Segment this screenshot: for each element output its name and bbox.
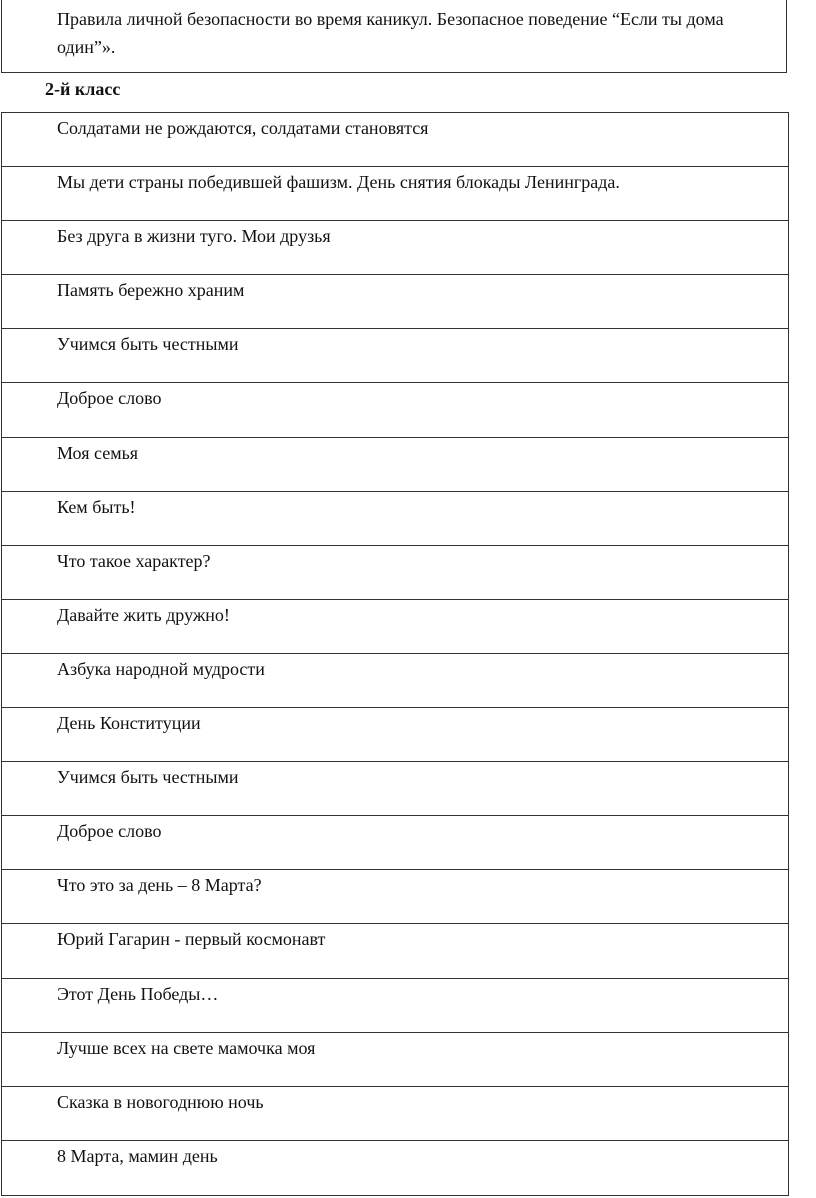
topic-label: Доброе слово bbox=[57, 821, 162, 842]
table-row bbox=[2, 1033, 788, 1087]
header-table-cell bbox=[1, 0, 787, 73]
topic-label: Азбука народной мудрости bbox=[57, 658, 265, 679]
topic-label: Солдатами не рождаются, солдатами становятся bbox=[57, 118, 429, 138]
table-row bbox=[2, 1087, 788, 1141]
topic-label: Кем быть! bbox=[57, 496, 136, 517]
table-row bbox=[2, 167, 788, 221]
table-row bbox=[2, 383, 788, 437]
topic-label: Мы дети страны победившей фашизм. День снятия блокады Ленинграда. bbox=[57, 172, 620, 193]
topic-label: Учимся быть честными bbox=[57, 334, 239, 355]
table-row bbox=[2, 924, 788, 978]
topic-label: Давайте жить дружно! bbox=[57, 604, 230, 625]
table-row bbox=[2, 870, 788, 924]
table-row bbox=[2, 1141, 788, 1195]
table-row bbox=[2, 979, 788, 1033]
topic-label: Моя семья bbox=[57, 442, 139, 463]
topics-table bbox=[1, 112, 789, 1196]
topic-label: Что это за день – 8 Марта? bbox=[57, 875, 262, 896]
table-row bbox=[2, 708, 788, 762]
table-row bbox=[2, 113, 788, 167]
table-row bbox=[2, 329, 788, 383]
topic-label: Доброе слово bbox=[57, 388, 162, 409]
topic-label: Этот День Победы… bbox=[57, 983, 219, 1004]
topic-label: Память бережно храним bbox=[57, 280, 245, 301]
topic-label: Учимся быть честными bbox=[57, 767, 239, 788]
header-text: Правила личной безопасности во время каникул. Безопасное поведение “Если ты дома один”». bbox=[57, 9, 724, 57]
grade-heading: 2-й класс bbox=[45, 79, 121, 99]
table-row bbox=[2, 600, 788, 654]
topic-label: Лучше всех на свете мамочка моя bbox=[57, 1037, 316, 1058]
table-row bbox=[2, 438, 788, 492]
table-row bbox=[2, 762, 788, 816]
table-row bbox=[2, 275, 788, 329]
table-row bbox=[2, 492, 788, 546]
topic-label: День Конституции bbox=[57, 713, 201, 734]
table-row bbox=[2, 816, 788, 870]
topic-label: Сказка в новогоднюю ночь bbox=[57, 1091, 264, 1112]
table-row bbox=[2, 654, 788, 708]
table-row bbox=[2, 221, 788, 275]
topic-label: Что такое характер? bbox=[57, 550, 211, 571]
topic-label: Без друга в жизни туго. Мои друзья bbox=[57, 226, 331, 247]
topic-label: 8 Марта, мамин день bbox=[57, 1145, 218, 1166]
table-row bbox=[2, 546, 788, 600]
topic-label: Юрий Гагарин - первый космонавт bbox=[57, 929, 326, 950]
